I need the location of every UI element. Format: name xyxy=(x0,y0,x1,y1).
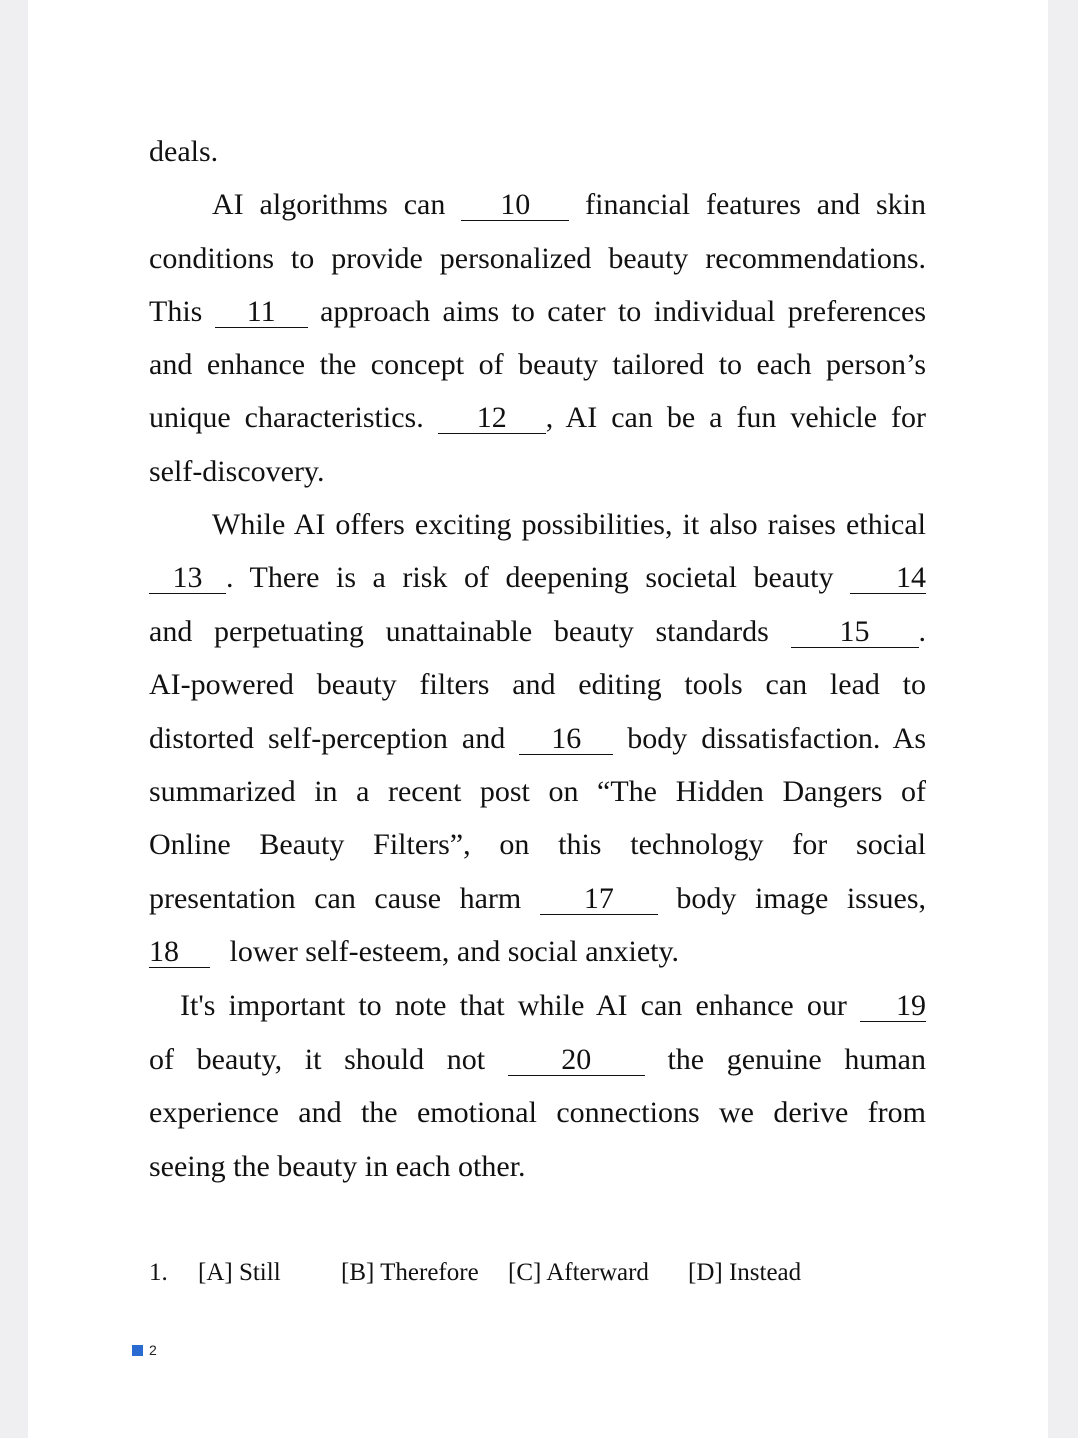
passage-text: approach aims to cater to individual preferences xyxy=(320,295,926,328)
blank-12: 12 xyxy=(438,403,546,434)
passage-line: experience and the emotional connections we derive from xyxy=(149,1096,926,1129)
passage-line: seeing the beauty in each other. xyxy=(149,1150,526,1183)
passage-text: It's important to note that while AI can enhance our xyxy=(180,989,847,1022)
passage-line xyxy=(149,185,926,225)
passage-text: , AI can be a fun vehicle for xyxy=(545,401,927,434)
passage-text: AI algorithms can xyxy=(212,188,446,221)
passage-line: AI-powered beauty filters and editing tools can lead to xyxy=(149,668,926,701)
blank-20: 20 xyxy=(508,1045,645,1076)
passage-line xyxy=(149,398,926,438)
passage-text: presentation can cause harm xyxy=(149,882,522,915)
blank-group xyxy=(438,401,926,434)
passage-text: of beauty, it should not xyxy=(149,1043,486,1076)
passage-line: conditions to provide personalized beauty recommendations. xyxy=(149,242,926,275)
blank-17: 17 xyxy=(540,884,658,915)
blank-15: 15 xyxy=(791,617,919,648)
option-d: [D] Instead xyxy=(688,1259,802,1286)
passage-text: financial features and skin xyxy=(585,188,927,221)
passage-line: summarized in a recent post on “The Hidden Dangers of xyxy=(149,775,926,808)
passage-text: lower self-esteem, and social anxiety. xyxy=(229,935,680,968)
option-b: [B] Therefore xyxy=(341,1259,479,1286)
passage-text: distorted self-perception and xyxy=(149,722,506,755)
blank-11: 11 xyxy=(215,297,308,328)
page-marker-icon xyxy=(132,1345,143,1356)
page-number-label: 2 xyxy=(149,1342,157,1358)
blank-16: 16 xyxy=(519,724,613,755)
passage-line: self-discovery. xyxy=(149,455,325,488)
passage-line: Online Beauty Filters”, on this technology for social xyxy=(149,828,926,861)
passage-text: the genuine human xyxy=(667,1043,927,1076)
blank-group xyxy=(149,561,833,594)
passage-line xyxy=(149,558,926,598)
blank-10: 10 xyxy=(461,190,569,221)
passage-line: and enhance the concept of beauty tailored to each person’s xyxy=(149,348,926,381)
blank-group xyxy=(791,615,927,648)
option-c: [C] Afterward xyxy=(508,1259,649,1286)
passage-text: and perpetuating unattainable beauty standards xyxy=(149,615,769,648)
option-a: [A] Still xyxy=(198,1259,281,1286)
passage-line xyxy=(149,612,926,652)
passage-text: This xyxy=(149,295,203,328)
passage-line: While AI offers exciting possibilities, it also raises ethical xyxy=(212,508,926,541)
blank-19: 19 xyxy=(860,991,926,1022)
passage-line xyxy=(149,932,679,972)
passage-text: . xyxy=(918,615,926,648)
passage-line xyxy=(149,292,926,332)
blank-14: 14 xyxy=(850,563,926,594)
passage-line xyxy=(149,719,926,759)
question-number: 1. xyxy=(149,1259,168,1286)
passage-text: body image issues, xyxy=(676,882,927,915)
blank-13: 13 xyxy=(149,563,226,594)
passage-line xyxy=(149,879,926,919)
passage-line: deals. xyxy=(149,135,219,168)
passage-text: . There is a risk of deepening societal beauty xyxy=(226,561,834,594)
page-number xyxy=(132,1340,157,1360)
passage-line xyxy=(149,986,926,1026)
blank-18: 18 xyxy=(149,937,210,968)
passage-text: body dissatisfaction. As xyxy=(627,722,927,755)
passage-text: unique characteristics. xyxy=(149,401,424,434)
passage-line xyxy=(149,1040,926,1080)
